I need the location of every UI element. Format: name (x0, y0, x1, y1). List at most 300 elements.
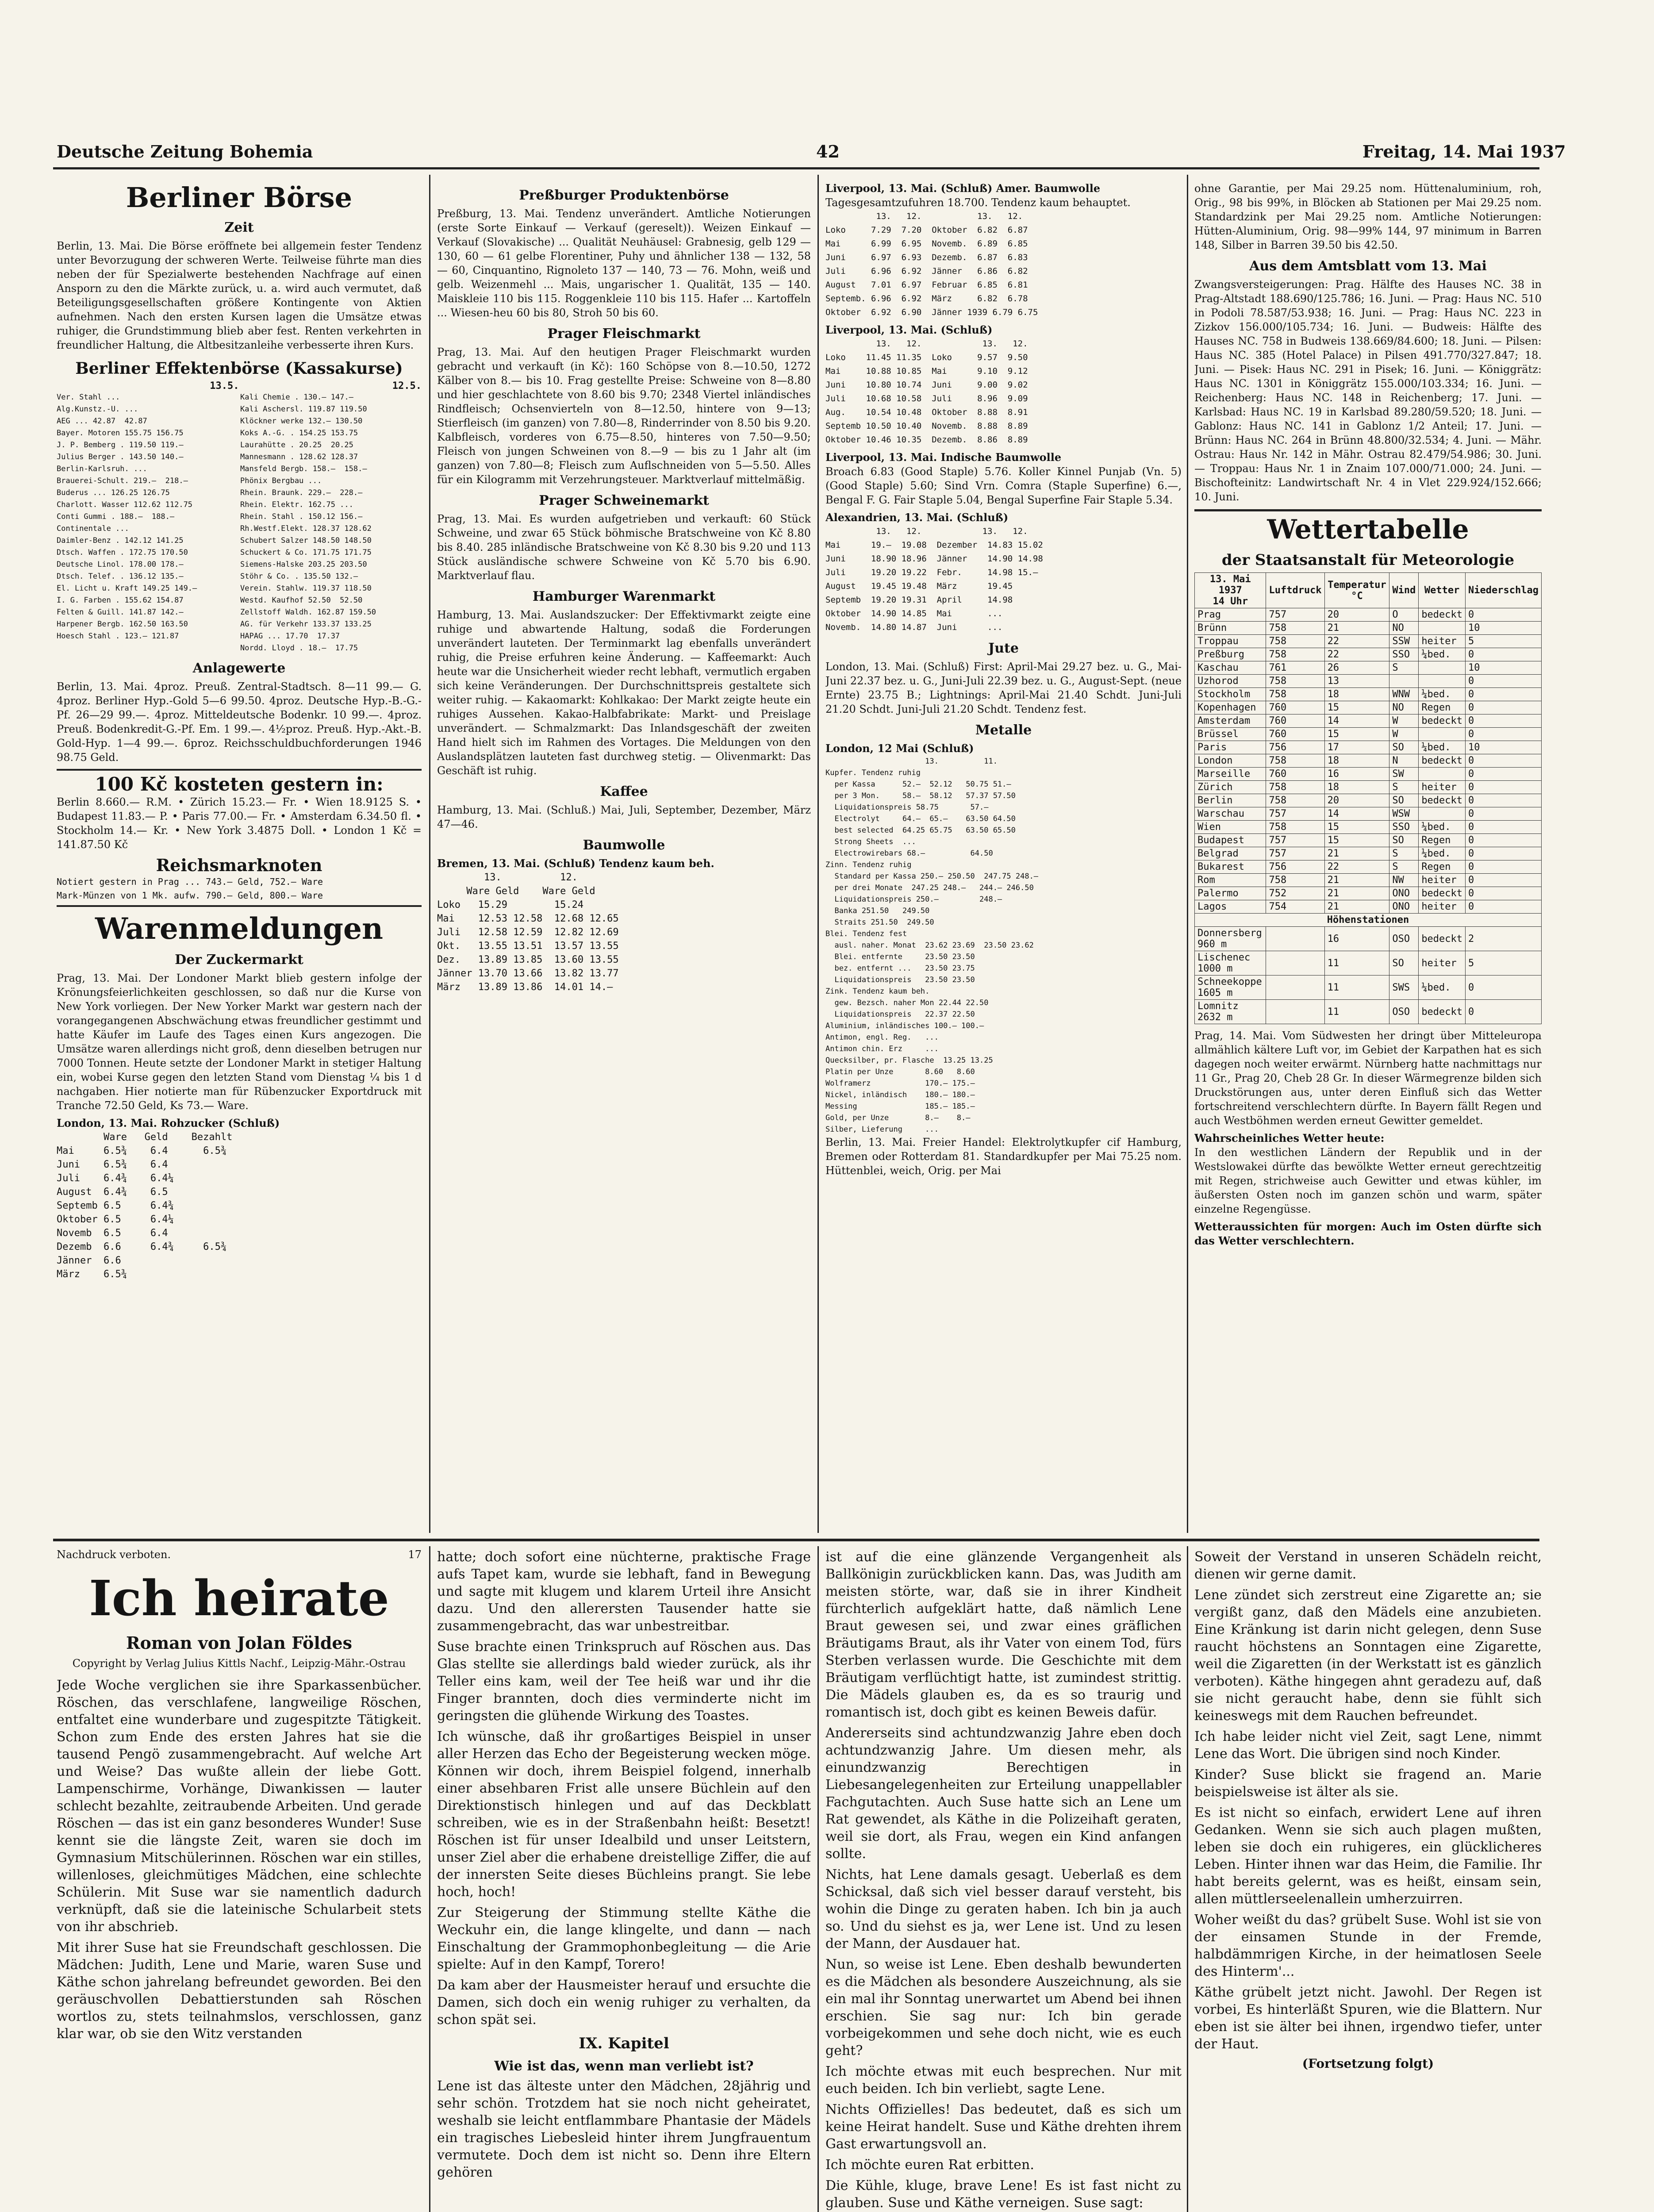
wetter-cell: 16 (1324, 768, 1389, 781)
wetter-cell: 0 (1466, 728, 1542, 741)
wetter-row (1195, 847, 1542, 860)
wetter-table (1194, 572, 1542, 1024)
jute-title: Jute (988, 641, 1019, 656)
wetter-cell: 0 (1466, 675, 1542, 688)
kapitel-title: IX. Kapitel (579, 2035, 669, 2052)
liverpool-line: Tagesgesamtzufuhren 18.700. Tendenz kaum behauptet. (825, 196, 1131, 209)
fortsetzung-label: (Fortsetzung folgt) (1302, 2056, 1434, 2071)
roman-author: Roman von Jolan Földes (126, 1633, 352, 1653)
wetter-cell: W (1389, 714, 1419, 728)
wetter-cell: OSO (1389, 1000, 1419, 1024)
roman-paragraph: Nichts Offizielles! Das bedeutet, daß es sich um keine Heirat handelt. Suse und Käthe drehten ihrem Gast erwartungsvoll an. (825, 2102, 1182, 2152)
wetter-row (1195, 860, 1542, 874)
wetter-cell: 0 (1466, 608, 1542, 622)
wetter-cell: 11 (1324, 975, 1389, 1000)
kupfer-text: Berlin, 13. Mai. Freier Handel: Elektrolytkupfer cif Hamburg, Bremen oder Rotterdam 81. Standardkupfer per Mai 75.25 nom. Hüttenblei, weich, Orig. per Mai (825, 1136, 1182, 1177)
wetter-cell (1419, 675, 1466, 688)
wetter-cell: SW (1389, 768, 1419, 781)
wetter-cell: 20 (1324, 794, 1389, 807)
column-divider (817, 1546, 819, 2212)
wetter-cell: NO (1389, 701, 1419, 714)
wetter-row (1195, 821, 1542, 834)
indian-text: Broach 6.83 (Good Staple) 5.76. Koller Kinnel Punjab (Vn. 5) (Good Staple) 5.60; Sind Vrn. Comra (Staple Superfine) 6.—, Bengal F. G. Fair Staple 5.04, Bengal Superfine Fair Staple 5.34. (825, 465, 1182, 506)
wetter-cell: 757 (1266, 834, 1324, 847)
wetter-cell: 758 (1266, 675, 1324, 688)
wetter-cell: 14 (1324, 714, 1389, 728)
fleischmarkt-title: Prager Fleischmarkt (547, 326, 701, 342)
header-date: Freitag, 14. Mai 1937 (1362, 142, 1566, 161)
wetter-row (1195, 874, 1542, 887)
wetter-row (1195, 900, 1542, 914)
wetter-cell: Regen (1419, 834, 1466, 847)
anlagewerte-title: Anlagewerte (192, 661, 286, 676)
wetter-cell: ¼bed. (1419, 847, 1466, 860)
wetter-cell: 18 (1324, 754, 1389, 768)
effekten-right: Kali Chemie . 130.— 147.— Kali Aschersl. 119.87 119.50 Klöckner werke 132.— 130.50 Koks A.-G. . 154.25 153.75 Laurahütte . 20.25 20.25 Mannesmann . 128.62 128.37 Mansfeld Bergb. 158.— 158.— Phönix Bergbau ... Rhein. Braunk. 229.— 228.— Rhein. Elektr. 162.75 ... Rhein. Stahl . 150.12 156.— Rh.Westf.Elekt. 128.37 128.62 Schubert Salzer 148.50 148.50 Schuckert & Co. 171.75 171.75 Siemens-Halske 203.25 203.50 Stöhr & Co. . 135.50 132.— Verein. Stahlw. 119.37 118.50 Westd. Kaufhof 52.50 52.50 Zellstoff Waldh. 162.87 159.50 AG. für Verkehr 133.37 133.25 HAPAG ... 17.70 17.37 Nordd. Lloyd . 18.— 17.75 (240, 393, 376, 653)
zuckermarkt-subtitle: Der Zuckermarkt (175, 952, 303, 968)
wetter-cell: heiter (1419, 874, 1466, 887)
wetter-cell (1419, 728, 1466, 741)
wetter-cell: bedeckt (1419, 1000, 1466, 1024)
wetter-cell: 26 (1324, 661, 1389, 675)
column-4 (1194, 181, 1542, 1535)
wetter-cell: SSW (1389, 635, 1419, 648)
kapitel-subtitle: Wie ist das, wenn man verliebt ist? (494, 2058, 754, 2074)
london-zucker-title: London, 13. Mai. Rohzucker (Schluß) (57, 1117, 280, 1129)
wetter-cell: bedeckt (1419, 608, 1466, 622)
roman-column-1 (57, 1548, 422, 2212)
wetter-cell: 22 (1324, 635, 1389, 648)
wetter-cell: Palermo (1195, 887, 1266, 900)
roman-paragraph: Mit ihrer Suse hat sie Freundschaft geschlossen. Die Mädchen: Judith, Lene und Marie, waren Suse und Käthe schon jahrelang befreundet geworden. Bei den geräuschvollen Debattierstunden sah Röschen wortlos zu, stets teilnahmslos, verschlossen, ganz klar war, ob sie den Witz verstanden (57, 1940, 422, 2042)
wettertabelle-box (1194, 509, 1542, 1248)
wetter-cell: Kaschau (1195, 661, 1266, 675)
wetter-cell: 758 (1266, 622, 1324, 635)
wetter-cell: 15 (1324, 821, 1389, 834)
roman-paragraph: hatte; doch sofort eine nüchterne, praktische Frage aufs Tapet kam, wurde sie lebhaft, fand in Bewegung und sagte mit klugem und klarem Urteil ihre Ansicht dazu. Und den allerersten Tausender hatte sie zusammengebracht, das war unbestreitbar. (437, 1549, 811, 1634)
hamburg-text: Hamburg, 13. Mai. Auslandszucker: Der Effektivmarkt zeigte eine ruhige und abwartende Haltung, sodaß die Forderungen unverändert lauteten. Der Terminmarkt lag ebenfalls unverändert ruhig, die Preise erfuhren keine Änderung. — Kaffeemarkt: Auch heute war die Unsicherheit wieder recht lebhaft, vermutlich ergaben sich keine Veränderungen. Der Durchschnittspreis gestaltete sich weiter ruhig. — Kakaomarkt: Kohlkakao: Der Markt zeigte heute ein ruhiges Aussehen. Kakao-Halbfabrikate: Markt- und Preislage unverändert. — Schmalzmarkt: Das Inlandsgeschäft der zweiten Hand hielt sich im Rahmen des Vortages. Die Meldungen von den Auslandsplätzen lauteten fast durchweg stetig. — Olivenmarkt: Das Geschäft ist ruhig. (437, 609, 811, 777)
wetter-cell: ONO (1389, 887, 1419, 900)
wetter-cell: Preßburg (1195, 648, 1266, 661)
reichsmark-text: Notiert gestern in Prag ... 743.— Geld, 752.— Ware Mark-Münzen von 1 Mk. aufw. 790.— Geld, 800.— Ware (57, 876, 323, 901)
wetter-cell: SWS (1389, 975, 1419, 1000)
wetter-text: Prag, 14. Mai. Vom Südwesten her dringt über Mitteleuropa allmählich kältere Luft vor, im Gebiet der Karpathen hat es sich dagegen noch weiter erwärmt. Nürnberg hatte nachmittags nur 11 Gr., Prag 20, Cheb 28 Gr. In dieser Wärmegrenze bilden sich Druckstörungen aus, unter deren Einfluß sich das Wetter fortschreitend verschlechtern dürfte. In Bayern fällt Regen und auch Westböhmen werden erneut Gewitter gemeldet. (1194, 1029, 1542, 1127)
wetter-row (1195, 701, 1542, 714)
zuckermarkt-text: Prag, 13. Mai. Der Londoner Markt blieb gestern infolge der Krönungsfeierlichkeiten geschlossen, so daß nur die Kurse von New York vorliegen. Der New Yorker Markt war gestern nach der vorangegangenen Abschwächung etwas freundlicher gestimmt und hatte Käufer im Laufe des Tages einen Kurs angezogen. Die Umsätze waren allerdings nicht groß, denn dieselben betrugen nur 7000 Tonnen. Heute setzte der Londoner Markt in stetiger Haltung ein, wobei Kurse gegen den letzten Stand vom Dienstag ¼ bis 1 d nachgaben. Hier notierte man für Rübenzucker Exportdruck mit Tranche 72.50 Geld, Ks 73.— Ware. (57, 972, 422, 1112)
wetter-row (1195, 754, 1542, 768)
wetter-cell: heiter (1419, 900, 1466, 914)
wetter-cell: 18 (1324, 688, 1389, 701)
wetter-cell: SSO (1389, 648, 1419, 661)
roman-paragraph: Ich möchte etwas mit euch besprechen. Nur mit euch beiden. Ich bin verliebt, sagte Lene. (825, 2064, 1182, 2097)
roman-paragraph: Käthe grübelt jetzt nicht. Jawohl. Der Regen ist vorbei, Es hinterläßt Spuren, wie die Blattern. Nur eben ist sie älter bei ihnen, irgendwo tiefer, unter der Haut. (1194, 1985, 1542, 2052)
column-3 (825, 181, 1182, 1535)
alexandrien-table: 13. 12. 13. 12. Mai 19.— 19.08 Dezember 14.83 15.02 Juni 18.90 18.96 Jänner 14.90 14.98 Juli 19.20 19.22 Febr. 14.98 15.— August 19.45 19.48 März 19.45 Septemb 19.20 19.31 April 14.98 Oktober 14.90 14.85 Mai ... Novemb. 14.80 14.87 Juni ... (825, 526, 1043, 632)
wetter-row (1195, 648, 1542, 661)
berliner-boerse-subtitle: Zeit (224, 220, 254, 235)
wetter-row (1195, 688, 1542, 701)
wetter-cell: Budapest (1195, 834, 1266, 847)
wetter-cell: SO (1389, 951, 1419, 975)
wetter-cell: heiter (1419, 635, 1466, 648)
fleischmarkt-text: Prag, 13. Mai. Auf den heutigen Prager Fleischmarkt wurden gebracht und verkauft (in Kč): 160 Schöpse von 8.—10.50, 1272 Kälber von 8.— bis 10. Frag gestellte Preise: Schweine von 8—8.80 und hier geschlachtete von 8.60 bis 9.70; 2348 Viertel inländisches Rindfleisch; Ochsenvierteln von 8—12.50, hintere von 9—13; Stierfleisch (im ganzen) von 7.80—8, Rinderrinder von 8.50 bis 9.20. Kalbfleisch, vorderes von 6.75—8.50, hinteres von 7.50—9.50; Fleisch von jungen Schweinen von 8.—9 — bis zu 1 Jahr alt (im ganzen) von 7.80—8; Fleisch zum Auflschneiden von 5—5.50. Alles für ein Kilogramm mit Verzehrungsteuer. Marktverlauf mittelmäßig. (437, 346, 811, 486)
reichsmark-title: Reichsmarknoten (156, 855, 322, 875)
wetter-cell: 758 (1266, 754, 1324, 768)
roman-paragraph: Nun, so weise ist Lene. Eben deshalb bewunderten es die Mädchen als besondere Auszeichnung, als sie ein mal ihr Sonntag unerwartet um Abend bei ihnen erschien. Sie sag nur: Ich bin gerade vorbeigekommen und sehe doch nicht, wie es euch geht? (825, 1957, 1182, 2058)
roman-paragraph: Ich habe leider nicht viel Zeit, sagt Lene, nimmt Lene das Wort. Die übrigen sind noch Kinder. (1194, 1729, 1542, 1762)
wetter-cell: Bukarest (1195, 860, 1266, 874)
wetter-cell: OSO (1389, 927, 1419, 951)
wetter-cell: 21 (1324, 874, 1389, 887)
wetter-cell: 754 (1266, 900, 1324, 914)
wetter-cell: W (1389, 728, 1419, 741)
wetter-cell: 0 (1466, 975, 1542, 1000)
wetter-cell: 16 (1324, 927, 1389, 951)
wetter-cell: 0 (1466, 834, 1542, 847)
wetter-cell: bedeckt (1419, 794, 1466, 807)
wetter-cell: Wien (1195, 821, 1266, 834)
wetter-cell: bedeckt (1419, 754, 1466, 768)
roman-column-2 (437, 1548, 811, 2212)
hoch-body (1195, 927, 1542, 1024)
wetter-cell: Brüssel (1195, 728, 1266, 741)
wetter-cell: 22 (1324, 860, 1389, 874)
wetter-cell: 0 (1466, 860, 1542, 874)
wetter-cell: 756 (1266, 741, 1324, 754)
wetter-row (1195, 887, 1542, 900)
wetter-cell: 752 (1266, 887, 1324, 900)
wetter-row (1195, 781, 1542, 794)
wetter-cell: 0 (1466, 781, 1542, 794)
wetter-cell: 5 (1466, 635, 1542, 648)
berliner-boerse-title: Berliner Börse (126, 181, 353, 214)
aussicht-text: Wetteraussichten für morgen: Auch im Osten dürfte sich das Wetter verschlechtern. (1194, 1220, 1542, 1247)
wetter-row (1195, 675, 1542, 688)
wetter-cell: Warschau (1195, 807, 1266, 821)
wetter-cell: Berlin (1195, 794, 1266, 807)
effektenboerse-title: Berliner Effektenbörse (Kassakurse) (75, 359, 403, 378)
wetter-cell: 758 (1266, 781, 1324, 794)
wetter-row (1195, 635, 1542, 648)
wetter-cell: bedeckt (1419, 714, 1466, 728)
wetter-cell: 15 (1324, 834, 1389, 847)
wetter-cell: 15 (1324, 728, 1389, 741)
pressburg-text: Preßburg, 13. Mai. Tendenz unverändert. Amtliche Notierungen (erste Sorte Einkauf — Verkauf (gereselt)). Weizen Einkauf — Verkauf (Slovakische) ... Qualität Neuhäusel: Grabnesig, gelb 129 — 130, 60 — 61 gelbe Florentiner, Puhy und ähnlicher 138 — 132, 58 — 60, Cinquantino, Rignoleto 137 — 140, 73 — 76. Mohn, weiß und gelb. Weizenmehl ... Mais, ungarischer 1. Qualität, 135 — 140. Maiskleie 110 bis 115. Roggenkleie 110 bis 115. Hafer ... Kartoffeln ... Wiesen-heu 60 bis 80, Stroh 50 bis 60. (437, 207, 811, 319)
wetter-cell: N (1389, 754, 1419, 768)
wettertabelle-title: Wettertabelle (1267, 514, 1469, 545)
amtsblatt-title: Aus dem Amtsblatt vom 13. Mai (1249, 258, 1487, 274)
roman-paragraph: Nichts, hat Lene damals gesagt. Ueberlaß es dem Schicksal, daß sich viel besser darauf versteht, bis wohin die Dinge zu geraten haben. Ich bin ja auch so. Und du siehst es ja, wer Lene ist. Und zu lesen der Mann, der Ausdauer hat. (825, 1867, 1182, 1951)
column-divider (429, 1546, 430, 2212)
wetter-cell: 14 (1324, 807, 1389, 821)
wetter-cell: Regen (1419, 701, 1466, 714)
wetter-cell (1389, 675, 1419, 688)
metalle-subtitle: London, 12 Mai (Schluß) (825, 742, 974, 755)
wetter-cell: 0 (1466, 648, 1542, 661)
wetter-cell: 0 (1466, 874, 1542, 887)
wetter-cell: SSO (1389, 821, 1419, 834)
bremen-table: 13. 12. Ware Geld Ware Geld Loko 15.29 15.24 Mai 12.53 12.58 12.68 12.65 Juli 12.58 12.59 12.82 12.69 Okt. 13.55 13.51 13.57 13.55 Dez. 13.89 13.85 13.60 13.55 Jänner 13.70 13.66 13.82 13.77 März 13.89 13.86 14.01 14.— (437, 872, 619, 993)
wetter-row (1195, 608, 1542, 622)
wetter-cell (1266, 975, 1324, 1000)
wetter-cell: 0 (1466, 688, 1542, 701)
wetter-cell: 758 (1266, 794, 1324, 807)
wetter-cell: 760 (1266, 728, 1324, 741)
wetter-cell: 757 (1266, 847, 1324, 860)
wetter-row (1195, 834, 1542, 847)
roman-column-4 (1194, 1548, 1542, 2212)
wetter-cell: S (1389, 661, 1419, 675)
jute-text: London, 13. Mai. (Schluß) First: April-Mai 29.27 bez. u. G., Mai-Juni 22.37 bez. u. G., Juni-Juli 22.39 bez. u. G., August-Sept. (neue Ernte) 23.75 B.; Lightnings: April-Mai 21.40 Schdt. Juni-Juli 21.20 Schdt. Juni-Juli 21.20 Schdt. Tendenz fest. (825, 661, 1182, 715)
metalle-title: Metalle (975, 722, 1032, 738)
effekten-left: Ver. Stahl ... Alg.Kunstz.-U. ... AEG ... 42.87 42.87 Bayer. Motoren 155.75 156.75 J. P. Bemberg . 119.50 119.— Julius Berger . 143.50 140.— Berlin-Karlsruh. ... Brauerei-Schult. 219.— 218.— Buderus ... 126.25 126.75 Charlott. Wasser 112.62 112.75 Conti Gummi . 188.— 188.— Continentale ... Daimler-Benz . 142.12 141.25 Dtsch. Waffen . 172.75 170.50 Deutsche Linol. 178.00 178.— Dtsch. Telef. . 136.12 135.— El. Licht u. Kraft 149.25 149.— I. G. Farben . 155.62 154.87 Felten & Guill. 141.87 142.— Harpener Bergb. 162.50 163.50 Hoesch Stahl . 123.— 121.87 (57, 393, 197, 641)
roman-title: Ich heirate (89, 1570, 389, 1627)
wetter-cell: 0 (1466, 768, 1542, 781)
wetter-cell: ¼bed. (1419, 741, 1466, 754)
roman-meta (57, 1548, 422, 1561)
wahrscheinlich-text: In den westlichen Ländern der Republik und in der Westslowakei dürfte das bewölkte Wetter erneut gerechtzeitig mit Regen, strichweise auch Gewitter und etwas kühler, im äußersten Osten noch im ganzen schön und warm, später einzelne Regengüsse. (1194, 1146, 1542, 1215)
wetter-col-wind: Wind (1389, 573, 1419, 608)
wetter-cell: 760 (1266, 701, 1324, 714)
wetter-cell: O (1389, 608, 1419, 622)
column-divider (817, 175, 819, 1533)
metalle-table: 13. 11. Kupfer. Tendenz ruhig per Kassa 52.— 52.12 50.75 51.— per 3 Mon. 58.— 58.12 57.37 57.50 Liquidationspreis 58.75 57.— Electrolyt 64.— 65.— 63.50 64.50 best selected 64.25 65.75 63.50 65.50 Strong Sheets ... Electrowirebars 68.— 64.50 Zinn. Tendenz ruhig Standard per Kassa 250.— 250.50 247.75 248.— per drei Monate 247.25 248.— 244.— 246.50 Liquidationspreis 250.— 248.— Banka 251.50 249.50 Straits 251.50 249.50 Blei. Tendenz fest ausl. naher. Monat 23.62 23.69 23.50 23.62 Blei. entfernte 23.50 23.50 bez. entfernt ... 23.50 23.75 Liquidationspreis 23.50 23.50 Zink. Tendenz kaum beh. gew. Bezsch. naher Mon 22.44 22.50 Liquidationspreis 22.37 22.50 Aluminium, inländisches 100.— 100.— Antimon, engl. Reg. ... Antimon chin. Erz ... Quecksilber, pr. Flasche 13.25 13.25 Platin per Unze 8.60 8.60 Wolframerz 170.— 175.— Nickel, inländisch 180.— 180.— Messing 185.— 185.— Gold, per Unze 8.— 8.— Silber, Lieferung ... (825, 757, 1039, 1134)
zucker-table: Ware Geld Bezahlt Mai 6.5¾ 6.4 6.5¾ Juni 6.5¾ 6.4 Juli 6.4¾ 6.4¼ August 6.4¾ 6.5 Septemb 6.5 6.4¾ Oktober 6.5 6.4¼ Novemb 6.5 6.4 Dezemb 6.6 6.4¾ 6.5¾ Jänner 6.6 März 6.5¾ (57, 1132, 233, 1280)
bremen-title: Bremen, 13. Mai. (Schluß) Tendenz kaum beh. (437, 857, 714, 870)
page-number: 42 (816, 142, 840, 161)
roman-paragraph: Andererseits sind achtundzwanzig Jahre eben doch achtundzwanzig Jahre. Um diesen mehr, als einundzwanzig Berechtigen in Liebesangelegenheiten zur Erteilung unappellabler Fachgutachten. Auch Suse hatte sich an Lene um Rat gewendet, als Käthe in die Polizeihaft geraten, weil sie dort, als Frau, wegen ein Kind anfangen sollte. (825, 1725, 1182, 1862)
wetter-cell (1266, 927, 1324, 951)
wetter-row (1195, 768, 1542, 781)
column-divider (1187, 175, 1188, 1533)
warenmeldungen-title: Warenmeldungen (95, 911, 384, 946)
wetter-cell: NW (1389, 874, 1419, 887)
wetter-cell: ¼bed. (1419, 688, 1466, 701)
wetter-body (1195, 608, 1542, 914)
wetter-cell: heiter (1419, 951, 1466, 975)
wetter-cell: 758 (1266, 688, 1324, 701)
roman-paragraph: Woher weißt du das? grübelt Suse. Wohl ist sie von der einsamen Stunde in der Fremde, halbdämmrigen Kirche, in der heimatlosen Seele des Hinterm'... (1194, 1912, 1542, 1979)
hochstation-label: Höhenstationen (1195, 914, 1542, 927)
liverpool-table: 13. 12. 13. 12. Loko 7.29 7.20 Oktober 6.82 6.87 Mai 6.99 6.95 Novemb. 6.89 6.85 Juni 6.97 6.93 Dezemb. 6.87 6.83 Juli 6.96 6.92 Jänner 6.86 6.82 August 7.01 6.97 Februar 6.85 6.81 Septemb. 6.96 6.92 März 6.82 6.78 Oktober 6.92 6.90 Jänner 1939 6.79 6.75 (825, 211, 1038, 317)
wetter-cell: Lomnitz 2632 m (1195, 1000, 1266, 1024)
roman-paragraph: Ich wünsche, daß ihr großartiges Beispiel in unser aller Herzen das Echo der Begeisterung wecken möge. Können wir doch, ihrem Beispiel folgend, innerhalb einer absehbaren Frist alle unsere Büchlein auf den Direktionstisch hinlegen und auf das Deckblatt schreiben, wie es in der Straßenbahn heißt: Besetzt! Röschen ist für unser Idealbild und unser Leitstern, unser Ziel aber die erhabene dreistellige Ziffer, die auf der innersten Seite dieses Büchleins prangt. Sie lebe hoch, hoch! (437, 1729, 811, 1900)
wetter-cell: Schneekoppe 1605 m (1195, 975, 1266, 1000)
wetter-cell: 10 (1466, 741, 1542, 754)
wetter-cell: 10 (1466, 622, 1542, 635)
wetter-cell: 757 (1266, 807, 1324, 821)
wetter-cell: Lagos (1195, 900, 1266, 914)
wetter-cell: 18 (1324, 781, 1389, 794)
wetter-cell: 11 (1324, 951, 1389, 975)
wetter-col-niederschlag: Niederschlag (1466, 573, 1542, 608)
schweinemarkt-title: Prager Schweinemarkt (539, 493, 709, 508)
wetter-cell: 0 (1466, 847, 1542, 860)
wettertabelle-subtitle: der Staatsanstalt für Meteorologie (1221, 551, 1515, 569)
berliner-boerse-text: Berlin, 13. Mai. Die Börse eröffnete bei allgemein fester Tendenz unter Bevorzugung der schweren Werte. Teilweise führte man dies neben der für Spezialwerte bestehenden Nachfrage auf einen Ansporn zu den die Märkte zurück, u. a. wird auch vermutet, daß Beteiligungsgesellschaften größere Kontingente von Aktien aufnehmen. Nach den ersten Kursen lagen die Umsätze etwas ruhiger, die Grundstimmung blieb aber fest. Renten verkehrten in freundlicher Haltung, die Altbesitzanleihe verbesserte ihren Kurs. (57, 240, 422, 351)
wetter-col-temp: Temperatur °C (1324, 573, 1389, 608)
wetter-cell: 0 (1466, 1000, 1542, 1024)
wetter-cell: ¼bed. (1419, 821, 1466, 834)
alexandrien-title: Alexandrien, 13. Mai. (Schluß) (825, 511, 1009, 524)
wetter-cell: Amsterdam (1195, 714, 1266, 728)
wetter-cell: 758 (1266, 874, 1324, 887)
wetter-cell: 756 (1266, 860, 1324, 874)
kurse-title: 100 Kč kosteten gestern in: (95, 773, 384, 795)
roman-paragraph: Es ist nicht so einfach, erwidert Lene auf ihren Gedanken. Wenn sie sich auch plagen mußten, leben sie doch ein ruhigeres, ein glücklicheres Leben. Hinter ihnen war das Heim, die Familie. Ihr habt bereits gelernt, was es heißt, einsam sein, allen müttlerseelenallein umherzuirren. (1194, 1805, 1542, 1907)
wetter-row (1195, 728, 1542, 741)
wetter-cell: 760 (1266, 714, 1324, 728)
wetter-cell: Brünn (1195, 622, 1266, 635)
wetter-cell: Kopenhagen (1195, 701, 1266, 714)
wetter-cell: 20 (1324, 608, 1389, 622)
column-2 (437, 181, 811, 1535)
wetter-cell: ONO (1389, 900, 1419, 914)
wetter-cell: ¼bed. (1419, 648, 1466, 661)
wetter-cell (1419, 661, 1466, 675)
wetter-row (1195, 1000, 1542, 1024)
roman-paragraph: Die Kühle, kluge, brave Lene! Es ist fast nicht zu glauben. Suse und Käthe verneigen. Suse sagt: (825, 2178, 1182, 2211)
roman-paragraph: ist auf die eine glänzende Vergangenheit als Ballkönigin zurückblicken kann. Das, was Judith am meisten störte, war, daß sie in ihrer Kindheit fürchterlich aufgeklärt hatte, daß nämlich Lene Braut gewesen sei, und zwar eines gräflichen Bräutigams Braut, als ihr Vater von einem Tod, fürs Sterben verlassen wurde. Die Geschichte mit dem Bräutigam verflüchtigt hatte, ist zumindest strittig. Die Mädels glauben es, da es so traurig und romantisch ist, doch gibt es keinen Beweis dafür. (825, 1549, 1182, 1720)
roman-column-3 (825, 1548, 1182, 2212)
wetter-cell: Troppau (1195, 635, 1266, 648)
wetter-cell: S (1389, 847, 1419, 860)
wetter-cell: 10 (1466, 661, 1542, 675)
wetter-cell: 15 (1324, 701, 1389, 714)
wetter-cell: 17 (1324, 741, 1389, 754)
wetter-row (1195, 794, 1542, 807)
kurse-text: Berlin 8.660.— R.M. • Zürich 15.23.— Fr. • Wien 18.9125 S. • Budapest 11.83.— P. • Paris 77.00.— Fr. • Amsterdam 6.34.50 fl. • Stockholm 14.— Kr. • New York 3.4875 Doll. • London 1 Kč = 141.87.50 Kč (57, 796, 422, 851)
wetter-row (1195, 714, 1542, 728)
wetter-cell: 761 (1266, 661, 1324, 675)
schweinemarkt-text: Prag, 13. Mai. Es wurden aufgetrieben und verkauft: 60 Stück Schweine, und zwar 65 Stück böhmische Bratschweine von Kč 8.80 bis 8.40. 285 inländische Bratschweine von Kč 8.30 bis 9.20 und 113 Stück ausländische schwere Schweine von Kč 5.70 bis 6.90. Marktverlauf flau. (437, 513, 811, 582)
amtsblatt-text: Zwangsversteigerungen: Prag. Hälfte des Hauses NC. 38 in Prag-Altstadt 188.690/125.786; 16. Juni. — Prag: Haus NC. 510 in Podoli 78.587/53.938; 16. Juni. — Prag: Haus NC. 223 in Zizkov 156.000/105.734; 16. Juni. — Budweis: Hälfte des Hauses NC. 758 in Budweis 138.669/84.600; 18. Juni. — Pilsen: Haus NC. 385 (Hotel Palace) in Pilsen 491.770/327.847; 18. Juni. — Pisek: Haus NC. 291 in Pisek; 16. Juni. — Königgrätz: Haus NC. 1301 in Königgrätz 155.000/103.334; 16. Juni. — Reichenberg: Haus NC. 148 in Reichenberg; 17. Juni. — Karlsbad: Haus NC. 19 in Karlsbad 89.280/59.520; 18. Juni. — Gablonz: Haus NC. 141 in Gablonz 1/2 Anteil; 17. Juni. — Brünn: Haus NC. 264 in Brünn 48.800/32.534; 4. Juni. — Mähr. Ostrau: Haus Nr. 142 in Mähr. Ostrau 82.479/54.986; 30. Juni. — Troppau: Haus Nr. 1 in Znaim 107.000/71.000; 24. Juni. — Bischofteinitz: Landwirtschaft Nr. 4 in Vlet 229.924/152.666; 10. Juni. (1194, 278, 1542, 503)
wetter-cell: 0 (1466, 701, 1542, 714)
wetter-cell: 21 (1324, 622, 1389, 635)
roman-copyright: Copyright by Verlag Julius Kittls Nachf., Leipzig-Mähr.-Ostrau (72, 1657, 406, 1670)
wetter-cell: Regen (1419, 860, 1466, 874)
wetter-cell: Stockholm (1195, 688, 1266, 701)
wetter-col-date: 13. Mai 1937 14 Uhr (1195, 573, 1266, 608)
wetter-cell: London (1195, 754, 1266, 768)
wetter-row (1195, 951, 1542, 975)
roman-paragraph: Zur Steigerung der Stimmung stellte Käthe die Weckuhr ein, die lange klingelte, und dann — nach Einschaltung der Grammophonbegleitung — die Arie spielte: Auf in den Kampf, Torero! (437, 1905, 811, 1972)
roman-paragraph: Ich möchte euren Rat erbitten. (825, 2157, 1034, 2173)
wetter-cell: 2 (1466, 927, 1542, 951)
wetter-cell: 5 (1466, 951, 1542, 975)
wetter-cell: Donnersberg 960 m (1195, 927, 1266, 951)
wetter-cell: bedeckt (1419, 927, 1466, 951)
wetter-cell: SO (1389, 834, 1419, 847)
wetter-cell: 21 (1324, 887, 1389, 900)
wetter-cell (1266, 1000, 1324, 1024)
wetter-cell: 0 (1466, 754, 1542, 768)
header-rule (53, 167, 1539, 169)
wetter-cell: 21 (1324, 900, 1389, 914)
wetter-cell (1266, 951, 1324, 975)
wetter-cell (1419, 807, 1466, 821)
wetter-cell: Paris (1195, 741, 1266, 754)
wetter-cell: Prag (1195, 608, 1266, 622)
wetter-cell: 0 (1466, 887, 1542, 900)
wetter-cell: 758 (1266, 635, 1324, 648)
wetter-cell: S (1389, 781, 1419, 794)
wetter-cell: 757 (1266, 608, 1324, 622)
wetter-cell (1419, 622, 1466, 635)
wetter-cell: 0 (1466, 714, 1542, 728)
metall-notierungen-text: ohne Garantie, per Mai 29.25 nom. Hüttenaluminium, roh, Orig., 98 bis 99%, in Blöcken ab Stationen per Mai 29.25 nom. Standardzink per Mai 29.25 nom. Amtliche Notierungen: Hütten-Aluminium, Orig. 98—99% 144, 97 minimum in Barren 148, Silber in Barren 39.50 bis 42.50. (1194, 182, 1542, 251)
wetter-cell: 760 (1266, 768, 1324, 781)
indian-title: Liverpool, 13. Mai. Indische Baumwolle (825, 451, 1062, 464)
column-1 (57, 181, 422, 1535)
liverpool2-table: 13. 12. 13. 12. Loko 11.45 11.35 Loko 9.57 9.50 Mai 10.88 10.85 Mai 9.10 9.12 Juni 10.80 10.74 Juni 9.00 9.02 Juli 10.68 10.58 Juli 8.96 9.09 Aug. 10.54 10.48 Oktober 8.88 8.91 Septemb 10.50 10.40 Novemb. 8.88 8.89 Oktober 10.46 10.35 Dezemb. 8.86 8.89 (825, 339, 1028, 445)
wetter-col-wetter: Wetter (1419, 573, 1466, 608)
wetter-cell: ¼bed. (1419, 975, 1466, 1000)
wetter-cell: 758 (1266, 648, 1324, 661)
wetter-row (1195, 927, 1542, 951)
wetter-row (1195, 741, 1542, 754)
pressburg-title: Preßburger Produktenbörse (519, 188, 729, 203)
kurse-box (57, 769, 422, 907)
liverpool-title: Liverpool, 13. Mai. (Schluß) Amer. Baumwolle (825, 182, 1101, 195)
roman-paragraph: Lene ist das älteste unter den Mädchen, 28jährig und sehr schön. Trotzdem hat sie noch nicht geheiratet, weshalb sie leicht entflammbare Phantasie der Mädels ein tragisches Liebesleid hinter ihrem Jungfrauentum vermutete. Doch dem ist nicht so. Denn ihre Eltern gehören (437, 2078, 811, 2180)
anlagewerte-text: Berlin, 13. Mai. 4proz. Preuß. Zentral-Stadtsch. 8—11 99.— G. 4proz. Berliner Hyp.-Gold 5—6 99.50. 4proz. Deutsche Hyp.-B.-G.-Pf. 26—29 99.—. 4proz. Mitteldeutsche Bodenkr. 10 99.—. 4proz. Preuß. Bodenkredit-G.-Pf. Em. 1 99.—. 4½proz. Preuß. Hyp.-Akt.-B. Gold-Hyp. 1—4 99.—. 6proz. Reichsschuldbuchforderungen 1946 98.75 Geld. (57, 680, 422, 764)
effekten-header: 13.5. 12.5. (210, 380, 422, 392)
wetter-cell: 758 (1266, 821, 1324, 834)
wetter-cell: Zürich (1195, 781, 1266, 794)
header-left: Deutsche Zeitung Bohemia (57, 142, 313, 161)
hamburg-title: Hamburger Warenmarkt (532, 589, 716, 604)
roman-paragraph: Jede Woche verglichen sie ihre Sparkassenbücher. Röschen, das verschlafene, langweilige Röschen, entfaltet eine wunderbare und zugespitzte Tätigkeit. Schon zum Ende des ersten Jahres hat sie die tausend Pengö zusammengebracht. Auf welche Art und Weise? Das wußte allein der liebe Gott. Lampenschirme, Vorhänge, Diwankissen — lauter schlecht bezahlte, zeitraubende Arbeiten. Und gerade Röschen — das ist ein ganz besonderes Wunder! Suse kennt sie die längste Zeit, waren sie doch im Gymnasium Mitschülerinnen. Röschen war ein stilles, willenloses, gleichmütiges Mädchen, eine schlechte Schülerin. Mit Suse war sie namentlich dadurch verknüpft, daß sie die lateinische Schularbeit stets von ihr abschrieb. (57, 1678, 422, 1935)
wetter-cell: 13 (1324, 675, 1389, 688)
wetter-cell: Marseille (1195, 768, 1266, 781)
wetter-cell (1419, 768, 1466, 781)
wetter-cell: WSW (1389, 807, 1419, 821)
kaffee-text: Hamburg, 13. Mai. (Schluß.) Mai, Juli, September, Dezember, März 47—46. (437, 804, 811, 830)
wetter-row (1195, 975, 1542, 1000)
wetter-cell: 21 (1324, 847, 1389, 860)
folge-nummer: 17 (408, 1548, 422, 1561)
wetter-cell: 0 (1466, 807, 1542, 821)
wetter-cell: Lischenec 1000 m (1195, 951, 1266, 975)
roman-paragraph: Soweit der Verstand in unseren Schädeln reicht, dienen wir gerne damit. (1194, 1549, 1542, 1582)
feuilleton-rule (53, 1539, 1539, 1541)
wetter-cell: bedeckt (1419, 887, 1466, 900)
effekten-table (57, 392, 422, 654)
wetter-row (1195, 622, 1542, 635)
wetter-row (1195, 661, 1542, 675)
baumwolle-title: Baumwolle (583, 837, 665, 853)
wetter-cell: 0 (1466, 794, 1542, 807)
roman-paragraph: Suse brachte einen Trinkspruch auf Röschen aus. Das Glas stellte sie allerdings bald wieder zurück, als ihr Teller eins kam, weil der Tee heiß war und ihr die Finger brannten, doch dies verminderte nicht im geringsten die glühende Wirkung des Toastes. (437, 1639, 811, 1724)
roman-paragraph: Da kam aber der Hausmeister herauf und ersuchte die Damen, sich doch ein wenig ruhiger zu verhalten, da schon spät sei. (437, 1978, 811, 2028)
roman-paragraph: Kinder? Suse blickt sie fragend an. Marie beispielsweise ist älter als sie. (1194, 1767, 1542, 1800)
nachdruck-label: Nachdruck verboten. (57, 1548, 171, 1561)
column-divider (1187, 1546, 1188, 2212)
wetter-cell: heiter (1419, 781, 1466, 794)
wahrscheinlich-title: Wahrscheinliches Wetter heute: (1194, 1132, 1385, 1144)
wetter-cell: NO (1389, 622, 1419, 635)
wetter-cell: SO (1389, 741, 1419, 754)
wetter-cell: Belgrad (1195, 847, 1266, 860)
wetter-cell: S (1389, 860, 1419, 874)
wetter-cell: 0 (1466, 900, 1542, 914)
wetter-cell: WNW (1389, 688, 1419, 701)
wetter-row (1195, 807, 1542, 821)
roman-paragraph: Lene zündet sich zerstreut eine Zigarette an; sie vergißt ganz, daß den Mädels eine anzubieten. Eine Kränkung ist darin nicht gelegen, denn Suse raucht höchstens an Sonntagen eine Zigarette, weil die Zigaretten (in der Werkstatt ist es gänzlich verboten). Käthe hingegen ahnt geradezu auf, daß sie nicht geraucht habe, denn sie fühlt sich keineswegs mit dem Rauchen befreundet. (1194, 1587, 1542, 1724)
column-divider (429, 175, 430, 1533)
wetter-cell: 22 (1324, 648, 1389, 661)
